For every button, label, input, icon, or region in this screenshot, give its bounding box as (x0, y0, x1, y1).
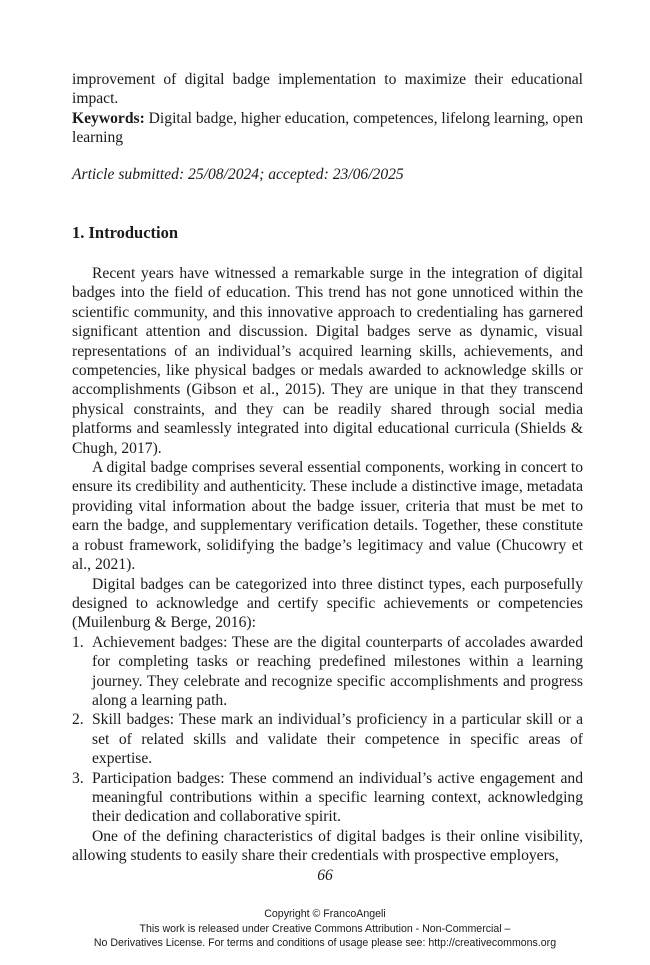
list-item (72, 633, 583, 711)
copyright-footer (0, 907, 650, 951)
list-item-text: Skill badges: These mark an individual’s proficiency in a particular skill or a set of related skills and validate their competence in specific areas of expertise. (92, 711, 583, 768)
license-line-1: This work is released under Creative Commons Attribution - Non-Commercial – (139, 922, 511, 935)
abstract-tail-text: improvement of digital badge implementation to maximize their educational impact. (72, 71, 583, 108)
page-number: 66 (317, 867, 333, 884)
list-number: 2. (72, 711, 84, 729)
paragraph: A digital badge comprises several essential components, working in concert to ensure its credibility and authenticity. These include a distinctive image, metadata providing vital information about the badge issuer, criteria that must be met to earn the badge, and supplementary verification details. Together, these constitute a robust framework, solidifying the badge’s legitimacy and value (Chucowry et al., 2021). (72, 459, 583, 574)
submission-dates: Article submitted: 25/08/2024; accepted: 23/06/2025 (72, 166, 404, 183)
copyright-line: Copyright © FrancoAngeli (264, 908, 386, 920)
list-item (72, 769, 583, 827)
keywords-text: Digital badge, higher education, competences, lifelong learning, open learning (72, 109, 583, 147)
abstract-end (72, 70, 583, 148)
list-number: 3. (72, 769, 84, 787)
paragraph: One of the defining characteristics of digital badges is their online visibility, allowing students to easily share their credentials with prospective employers, (72, 827, 583, 865)
keywords-label: Keywords: (72, 109, 145, 127)
section-heading: 1. Introduction (72, 223, 179, 242)
list-item (72, 710, 583, 768)
body-text (72, 264, 583, 866)
keywords (72, 109, 583, 148)
paragraph: Recent years have witnessed a remarkable surge in the integration of digital badges into the field of education. This trend has not gone unnoticed within the scientific community, and this innovative approach to credentialing has garnered significant attention and discussion. Digital badges serve as dynamic, visual representations of an individual’s acquired learning skills, achievements, and competencies, like physical badges or medals awarded to acknowledge skills or accomplishments (Gibson et al., 2015). They are unique in that they transcend physical constraints, and they can be readily shared through social media platforms and seamlessly integrated into digital educational curricula (Shields & Chugh, 2017). (72, 265, 583, 457)
list-item-text: Achievement badges: These are the digital counterparts of accolades awarded for completing tasks or reaching predefined milestones within a learning journey. They celebrate and recognize specific accomplishments and progress along a learning path. (92, 633, 583, 709)
badge-types-list (72, 633, 583, 827)
license-line-2: No Derivatives License. For terms and conditions of usage please see: http://creativecommons.org (93, 937, 557, 950)
list-number: 1. (72, 633, 84, 651)
list-item-text: Participation badges: These commend an individual’s active engagement and meaningful contributions within a specific learning context, acknowledging their dedication and collaborative spirit. (92, 769, 583, 826)
paragraph: Digital badges can be categorized into three distinct types, each purposefully designed to acknowledge and certify specific achievements or competencies (Muilenburg & Berge, 2016): (72, 575, 583, 632)
